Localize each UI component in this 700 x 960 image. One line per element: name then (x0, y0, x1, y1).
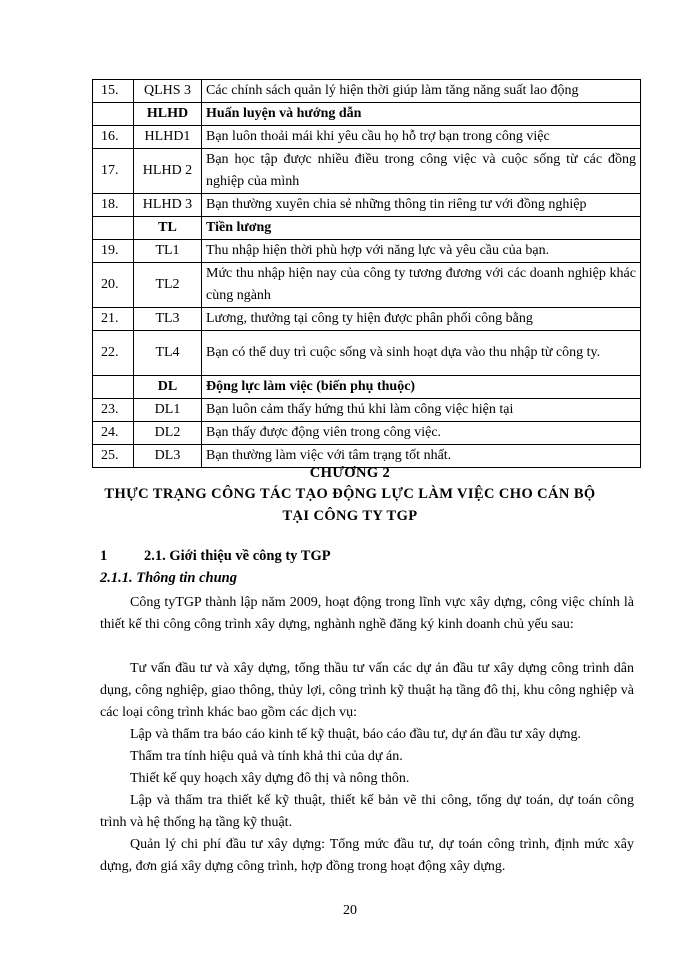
group-title: Tiền lương (202, 217, 641, 240)
row-number: 22. (93, 331, 134, 376)
row-description: Bạn thấy được động viên trong công việc. (202, 422, 641, 445)
row-description: Mức thu nhập hiện nay của công ty tương đương với các doanh nghiệp khác cùng ngành (202, 263, 641, 308)
group-code: HLHD (134, 103, 202, 126)
chapter-title-line1: THỰC TRẠNG CÔNG TÁC TẠO ĐỘNG LỰC LÀM VIỆC CHO CÁN BỘ (104, 486, 596, 502)
row-code: DL2 (134, 422, 202, 445)
table-row (93, 80, 641, 103)
group-code: TL (134, 217, 202, 240)
paragraph (100, 768, 634, 790)
row-code: TL4 (134, 331, 202, 376)
row-number: 19. (93, 240, 134, 263)
row-description: Bạn có thể duy trì cuộc sống và sinh hoạt dựa vào thu nhập từ công ty. (202, 331, 641, 376)
group-code: DL (134, 376, 202, 399)
row-number (93, 217, 134, 240)
table-row (93, 308, 641, 331)
row-number: 16. (93, 126, 134, 149)
row-number: 23. (93, 399, 134, 422)
row-number: 17. (93, 149, 134, 194)
row-code: DL3 (134, 445, 202, 468)
row-code: HLHD 2 (134, 149, 202, 194)
paragraph-text: Lập và thẩm tra thiết kế kỹ thuật, thiết kế bản vẽ thi công, tổng dự toán, dự toán công trình và hệ thống hạ tầng kỹ thuật. (100, 793, 634, 830)
paragraph-text: Thiết kế quy hoạch xây dựng đô thị và nông thôn. (130, 771, 410, 786)
group-title: Động lực làm việc (biến phụ thuộc) (202, 376, 641, 399)
paragraph-text: Công tyTGP thành lập năm 2009, hoạt động trong lĩnh vực xây dựng, công việc chính là thiết kế thi công công trình xây dựng, nghành nghề đăng ký kinh doanh chủ yếu sau: (100, 595, 634, 632)
row-description: Bạn luôn cảm thấy hứng thú khi làm công việc hiện tại (202, 399, 641, 422)
table-row (93, 240, 641, 263)
row-code: TL1 (134, 240, 202, 263)
row-number (93, 376, 134, 399)
row-number: 18. (93, 194, 134, 217)
table-row (93, 331, 641, 376)
paragraph-text: Quản lý chi phí đầu tư xây dựng: Tổng mức đầu tư, dự toán công trình, định mức xây dựng, đơn giá xây dựng công trình, hợp đồng trong hoạt động xây dựng. (100, 837, 634, 874)
row-number: 21. (93, 308, 134, 331)
table-row (93, 126, 641, 149)
table-group-row (93, 103, 641, 126)
row-number: 24. (93, 422, 134, 445)
paragraph-text: Thẩm tra tính hiệu quả và tính khả thi của dự án. (130, 749, 403, 764)
chapter-label: CHƯƠNG 2 (309, 465, 391, 481)
paragraph (100, 746, 634, 768)
paragraph (100, 834, 634, 878)
row-code: TL2 (134, 263, 202, 308)
table-row (93, 399, 641, 422)
row-code: DL1 (134, 399, 202, 422)
paragraph (100, 592, 634, 636)
section-number: 1 (100, 548, 108, 564)
paragraph (100, 790, 634, 834)
row-code: HLHD1 (134, 126, 202, 149)
row-number: 25. (93, 445, 134, 468)
table-row (93, 149, 641, 194)
row-code: TL3 (134, 308, 202, 331)
table-group-row (93, 217, 641, 240)
table-row (93, 422, 641, 445)
row-description: Bạn thường xuyên chia sẻ những thông tin riêng tư với đồng nghiệp (202, 194, 641, 217)
table-group-row (93, 376, 641, 399)
paragraph (100, 658, 634, 724)
table-row (93, 194, 641, 217)
paragraph-text: Lập và thẩm tra báo cáo kinh tế kỹ thuật, báo cáo đầu tư, dự án đầu tư xây dựng. (130, 727, 581, 742)
group-title: Huấn luyện và hướng dẫn (202, 103, 641, 126)
row-number (93, 103, 134, 126)
row-description: Bạn học tập được nhiều điều trong công việc và cuộc sống từ các đồng nghiệp của mình (202, 149, 641, 194)
section-title: 2.1. Giới thiệu về công ty TGP (144, 548, 331, 564)
row-number: 20. (93, 263, 134, 308)
section-heading (100, 548, 331, 565)
chapter-title-line2: TẠI CÔNG TY TGP (282, 508, 418, 524)
row-description: Lương, thưởng tại công ty hiện được phân phối công bằng (202, 308, 641, 331)
row-description: Thu nhập hiện thời phù hợp với năng lực và yêu cầu của bạn. (202, 240, 641, 263)
paragraph (100, 724, 634, 746)
row-code: HLHD 3 (134, 194, 202, 217)
row-number: 15. (93, 80, 134, 103)
row-description: Các chính sách quản lý hiện thời giúp làm tăng năng suất lao động (202, 80, 641, 103)
subsection-heading: 2.1.1. Thông tin chung (100, 570, 237, 586)
table-row (93, 263, 641, 308)
row-description: Bạn thường làm việc với tâm trạng tốt nhất. (202, 445, 641, 468)
row-description: Bạn luôn thoải mái khi yêu cầu họ hỗ trợ bạn trong công việc (202, 126, 641, 149)
paragraph-text: Tư vấn đầu tư và xây dựng, tổng thầu tư vấn các dự án đầu tư xây dựng công trình dân dụng, công nghiệp, giao thông, thủy lợi, công trình kỹ thuật hạ tầng đô thị, khu công nghiệp và các loại công trình khác bao gồm các dịch vụ: (100, 661, 634, 720)
row-code: QLHS 3 (134, 80, 202, 103)
page-number: 20 (343, 903, 357, 918)
survey-table (92, 79, 641, 468)
